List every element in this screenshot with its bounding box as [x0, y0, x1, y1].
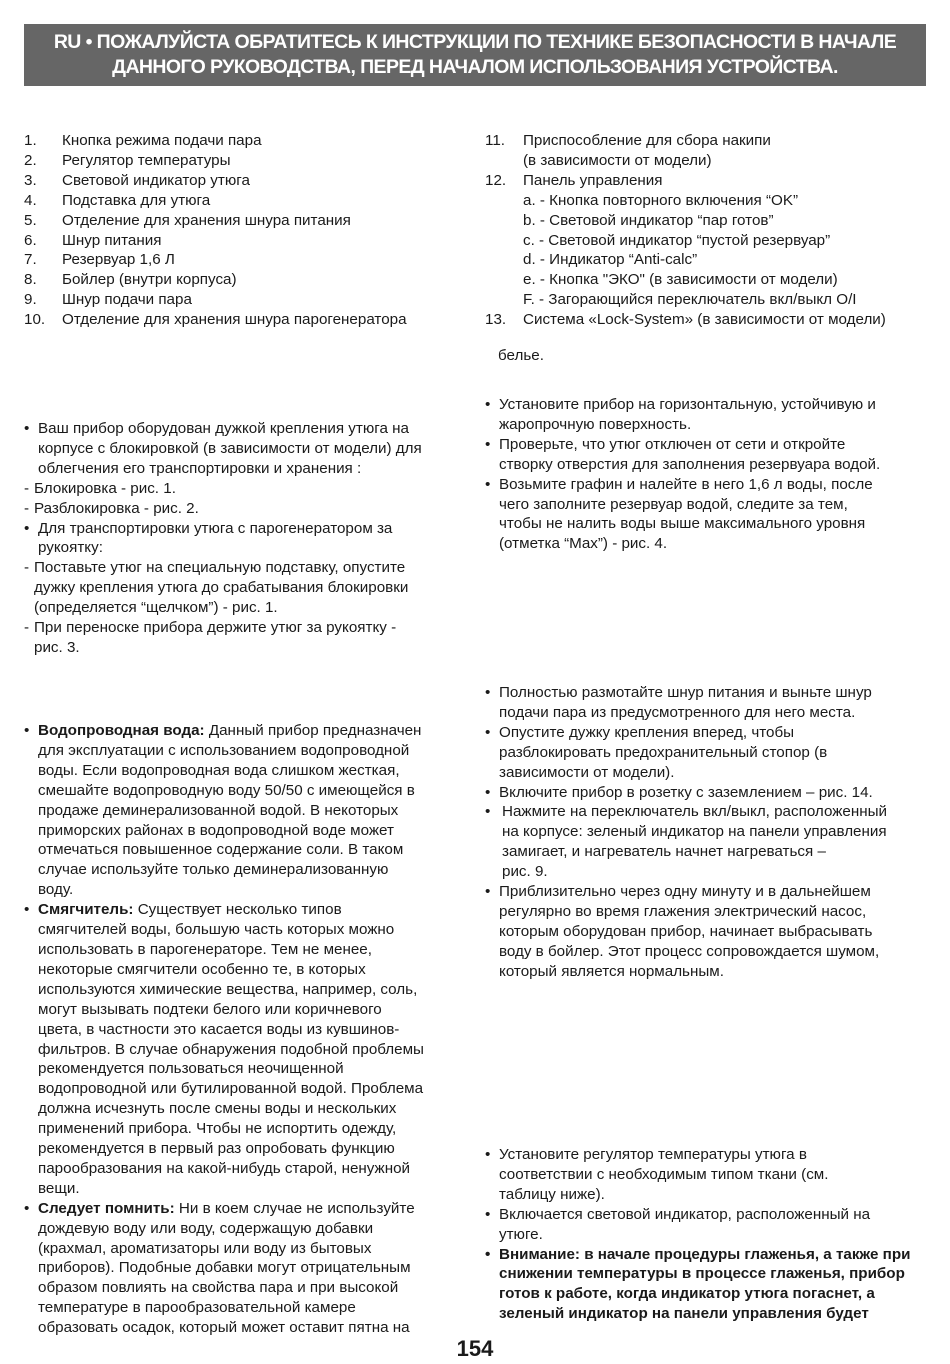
ironing-section: • Установите регулятор температуры утюга в соответствии с необходимым типом ткани (см. таблицу ниже). • Включается световой индикатор, расположенный на утюге. • Внимание: в начале процедуры глаженья, а также при снижении температуры в процессе глаженья, прибор готов к работе, когда индикатор утюга погаснет, а зеленый индикатор на панели управления будет: [485, 1145, 930, 1324]
startup-section: • Полностью размотайте шнур питания и выньте шнур подачи пара из предусмотренного для него места. • Опустите дужку крепления вперед, чтобы разблокировать предохранительный стопор (в зависимости от модели). • Включите прибор в розетку с заземлением – рис. 14. • Нажмите на переключатель вкл/выкл, расположенный на корпусе: зеленый индикатор на панели управления замигает, и нагреватель начнет нагреваться – рис. 9. • Приблизительно через одну минуту и в дальнейшем регулярно во время глажения электрический насос, которым оборудован прибор, начинает выбрасывать воду в бойлер. Этот процесс сопровождается шумом, который является нормальным.: [485, 684, 888, 980]
list-item: 7. Резервуар 1,6 Л: [24, 251, 175, 269]
panel-item: d. - Индикатор “Anti-calc”: [523, 251, 698, 269]
list-item: 10. Отделение для хранения шнура парогенератора: [24, 311, 407, 329]
panel-item: a. - Кнопка повторного включения “OK”: [523, 191, 799, 209]
list-item: 12. Панель управления: [485, 171, 663, 189]
transport-section: • Ваш прибор оборудован дужкой крепления утюга на корпусе с блокировкой (в зависимости от модели) для облегчения его транспортировки и хранения : - Блокировка - рис. 1. - Разблокировка - рис. 2. • Для транспортировки утюга с парогенератором за рукоятку: - Поставьте утюг на специальную подставку, опустите дужку крепления утюга до срабатывания блокировки (определяется “щелчком”) - рис. 1. - При переноске прибора держите утюг за рукоятку - рис. 3.: [24, 420, 422, 656]
list-item: 1. Кнопка режима подачи пара: [24, 132, 262, 149]
banner-line-1: RU • ПОЖАЛУЙСТА ОБРАТИТЕСЬ К ИНСТРУКЦИИ ПО ТЕХНИКЕ БЕЗОПАСНОСТИ В НАЧАЛЕ: [53, 31, 897, 53]
parts-list-left: [24, 131, 464, 330]
list-item: 3. Световой индикатор утюга: [24, 171, 250, 189]
banner-line-2: ДАННОГО РУКОВОДСТВА, ПЕРЕД НАЧАЛОМ ИСПОЛЬЗОВАНИЯ УСТРОЙСТВА.: [112, 56, 838, 78]
list-item: 13. Система «Lock-System» (в зависимости от модели): [485, 311, 886, 329]
list-item: 5. Отделение для хранения шнура питания: [24, 211, 351, 229]
list-item: 11. Приспособление для сбора накипи: [485, 132, 771, 149]
panel-item: b. - Световой индикатор “пар готов”: [523, 211, 774, 229]
list-item: 9. Шнур подачи пара: [24, 291, 192, 309]
setup-section: • Установите прибор на горизонтальную, устойчивую и жаропрочную поверхность. • Проверьте, что утюг отключен от сети и откройте створку отверстия для заполнения резервуара водой. • Возьмите графин и налейте в него 1,6 л воды, после чего заполните резервуар водой, следите за тем, чтобы не налить воды выше максимального уровня (отметка “Max”) - рис. 4.: [485, 396, 881, 553]
water-section: • Водопроводная вода: Данный прибор предназначен для эксплуатации с использованием водопроводной воды. Если водопроводная вода слишком жесткая, смешайте водопроводную воду 50/50 с имеющейся в продаже деминерализованной водой. В некоторых приморских районах в водопроводной воде может отмечаться повышенное содержание соли. В таком случае используйте только деминерализованную воду. • Смягчитель: Существует несколько типов смягчителей воды, большую часть которых можно использовать в парогенераторе. Тем не менее, некоторые смягчители особенно те, в которых используются химические вещества, например, соль, могут вызывать подтеки белого или коричневого цвета, в частности это касается воды из кувшинов- фильтров. В случае обнаружения подобной проблемы рекомендуется пользоваться неочищенной водопроводной или бутилированной водой. Проблема должна исчезнуть после смены воды и нескольких применений прибора. Чтобы не испортить одежду, рекомендуется в первый раз опробовать функцию парообразования на какой-нибудь старой, ненужной вещи. • Следует помнить: Ни в коем случае не используйте дождевую воду или воду, содержащую добавки (крахмал, ароматизаторы или воду из бытовых приборов). Подобные добавки могут отрицательным образом повлиять на свойства пара и при высокой температуре в парообразовательной камере образовать осадок, который может оставит пятна на: [24, 722, 424, 1337]
panel-item: F. - Загорающийся переключатель вкл/выкл O/I: [523, 291, 857, 309]
continuation-text: белье.: [498, 347, 544, 364]
list-item: 8. Бойлер (внутри корпуса): [24, 271, 237, 289]
parts-list-right: 11. Приспособление для сбора накипи (в зависимости от модели) 12. Панель управления a. - Кнопка повторного включения “OK” b. - Световой индикатор “пар готов” c. - Световой индикатор “пустой резервуар” d. - Индикатор “Anti-calc” e. - Кнопка "ЭКО" (в зависимости от модели) F. - Загорающийся переключатель вкл/выкл O/I 13. Система «Lock-System» (в зависимости от модели): [485, 131, 930, 330]
safety-banner: [24, 24, 926, 86]
list-item: 4. Подставка для утюга: [24, 191, 211, 209]
panel-item: e. - Кнопка "ЭКО" (в зависимости от модели): [523, 271, 838, 289]
list-item: 6. Шнур питания: [24, 231, 162, 249]
panel-item: c. - Световой индикатор “пустой резервуар”: [523, 231, 831, 249]
warning-note: • Внимание: в начале процедуры глаженья, а также при снижении температуры в процессе глаженья, прибор готов к работе, когда индикатор утюга погаснет, а зеленый индикатор на панели управления будет: [485, 1245, 911, 1323]
list-item: 2. Регулятор температуры: [24, 151, 231, 169]
page-number: 154: [456, 1336, 494, 1361]
